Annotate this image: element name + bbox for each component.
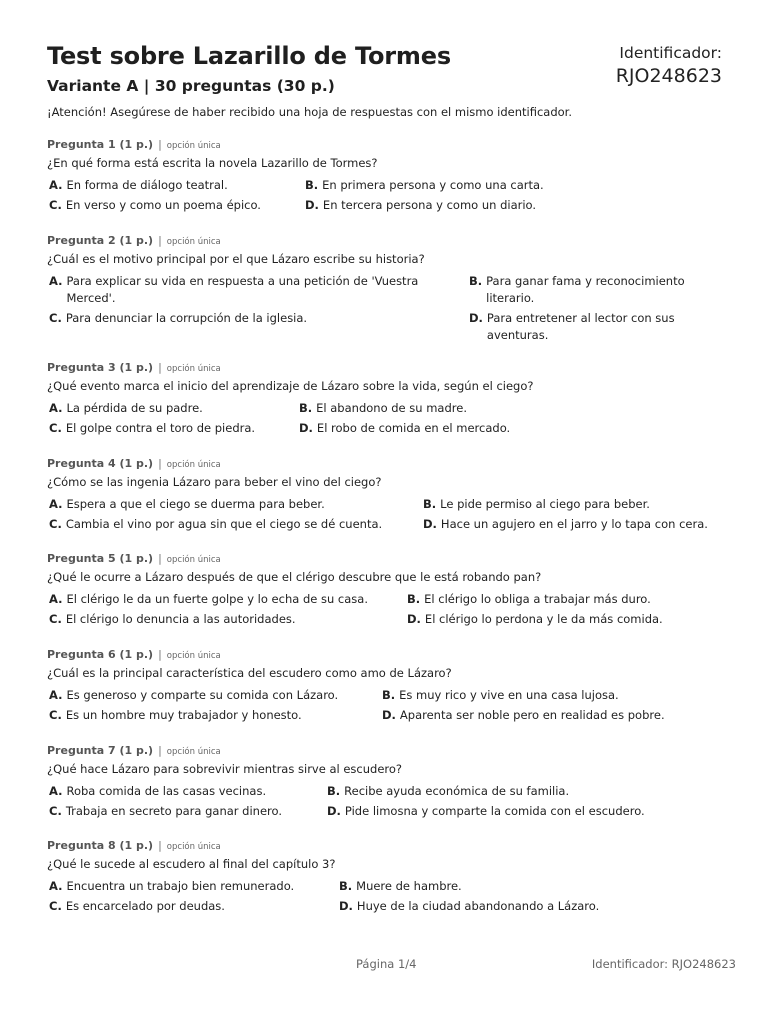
question-text: ¿Qué evento marca el inicio del aprendizaje de Lázaro sobre la vida, según el ciego?	[47, 379, 534, 393]
answer-letter: C.	[49, 311, 62, 325]
answer-letter: D.	[305, 198, 319, 212]
answer-option-a	[47, 177, 295, 194]
answer-letter: B.	[327, 784, 341, 798]
answer-text: En verso y como un poema épico.	[65, 198, 261, 212]
answer-text: El clérigo lo denuncia a las autoridades.	[65, 612, 296, 626]
answer-text: La pérdida de su padre.	[66, 401, 203, 415]
answer-text: Encuentra un trabajo bien remunerado.	[66, 879, 295, 893]
answer-text: Muere de hambre.	[356, 879, 462, 893]
answer-letter: D.	[339, 899, 353, 913]
answer-letter: C.	[49, 708, 62, 722]
answer-text: Es muy rico y vive en una casa lujosa.	[399, 688, 619, 702]
answer-letter: D.	[407, 612, 421, 626]
question-header	[47, 743, 727, 759]
question-header	[47, 647, 727, 663]
answer-option-c	[47, 803, 317, 820]
answer-options	[47, 400, 727, 437]
answer-option-b	[297, 400, 697, 417]
question-header	[47, 137, 727, 153]
question-label: Pregunta 7 (1 p.)	[47, 744, 154, 757]
answer-option-d	[325, 803, 705, 820]
question-type: opción única	[166, 364, 221, 374]
answer-letter: D.	[327, 804, 341, 818]
answer-option-b	[325, 783, 705, 800]
question-text: ¿En qué forma está escrita la novela Lazarillo de Tormes?	[47, 156, 378, 170]
identifier-label: Identificador:	[619, 44, 722, 62]
answer-option-d	[380, 707, 700, 724]
answer-text: En tercera persona y como un diario.	[322, 198, 537, 212]
answer-option-d	[303, 197, 703, 214]
answer-letter: B.	[382, 688, 396, 702]
answer-text: Espera a que el ciego se duerma para beber.	[66, 497, 325, 511]
question-type: opción única	[166, 460, 221, 470]
question-type: opción única	[166, 842, 221, 852]
answer-option-a	[47, 687, 372, 704]
answer-option-d	[337, 898, 717, 915]
answer-option-c	[47, 197, 295, 214]
answer-letter: A.	[49, 178, 63, 192]
answer-text: Recibe ayuda económica de su familia.	[344, 784, 570, 798]
answer-letter: D.	[469, 311, 483, 325]
answer-text: El golpe contra el toro de piedra.	[65, 421, 256, 435]
separator: |	[158, 138, 162, 151]
answer-option-c	[47, 516, 413, 533]
answer-option-c	[47, 611, 397, 628]
answer-letter: A.	[49, 592, 63, 606]
page-number: Página 1/4	[356, 957, 417, 971]
answer-option-a	[47, 496, 413, 513]
answer-text: El clérigo lo perdona y le da más comida.	[424, 612, 663, 626]
answer-option-a	[47, 783, 317, 800]
separator: |	[158, 839, 162, 852]
answer-text: Hace un agujero en el jarro y lo tapa con cera.	[440, 517, 708, 531]
question-label: Pregunta 4 (1 p.)	[47, 457, 154, 470]
question-8	[47, 838, 727, 915]
question-text: ¿Qué le ocurre a Lázaro después de que el clérigo descubre que le está robando pan?	[47, 570, 542, 584]
question-text: ¿Cuál es la principal característica del escudero como amo de Lázaro?	[47, 666, 452, 680]
answer-letter: A.	[49, 879, 63, 893]
answer-option-a	[47, 878, 329, 895]
answer-text: Para denunciar la corrupción de la iglesia.	[65, 311, 308, 325]
answer-letter: B.	[469, 274, 483, 288]
question-type: opción única	[166, 747, 221, 757]
question-label: Pregunta 5 (1 p.)	[47, 552, 154, 565]
answer-options	[47, 783, 727, 820]
separator: |	[158, 744, 162, 757]
answer-option-d	[421, 516, 721, 533]
answer-options	[47, 687, 727, 724]
answer-option-b	[405, 591, 705, 608]
question-label: Pregunta 8 (1 p.)	[47, 839, 154, 852]
answer-option-c	[47, 898, 329, 915]
answer-text: Es un hombre muy trabajador y honesto.	[65, 708, 302, 722]
answer-letter: B.	[305, 178, 319, 192]
answer-text: Para explicar su vida en respuesta a una petición de 'Vuestra Merced'.	[66, 274, 419, 305]
answer-text: Para ganar fama y reconocimiento literario.	[486, 274, 685, 305]
answer-text: Es generoso y comparte su comida con Lázaro.	[66, 688, 339, 702]
answer-text: Roba comida de las casas vecinas.	[66, 784, 267, 798]
question-label: Pregunta 3 (1 p.)	[47, 361, 154, 374]
variant-subtitle: Variante A | 30 preguntas (30 p.)	[47, 77, 335, 95]
answer-text: El clérigo le da un fuerte golpe y lo echa de su casa.	[66, 592, 368, 606]
answer-text: Huye de la ciudad abandonando a Lázaro.	[356, 899, 600, 913]
attention-notice: ¡Atención! Asegúrese de haber recibido una hoja de respuestas con el mismo identificador.	[47, 105, 573, 119]
question-1	[47, 137, 727, 214]
answer-letter: D.	[423, 517, 437, 531]
question-7	[47, 743, 727, 820]
answer-options	[47, 591, 727, 628]
answer-letter: A.	[49, 497, 63, 511]
question-text: ¿Cuál es el motivo principal por el que Lázaro escribe su historia?	[47, 252, 425, 266]
question-2	[47, 233, 727, 344]
question-header	[47, 838, 727, 854]
question-header	[47, 233, 727, 249]
answer-letter: C.	[49, 421, 62, 435]
answer-option-b	[467, 273, 707, 307]
answer-text: El abandono de su madre.	[316, 401, 467, 415]
answer-text: En primera persona y como una carta.	[322, 178, 544, 192]
question-header	[47, 456, 727, 472]
separator: |	[158, 361, 162, 374]
separator: |	[158, 457, 162, 470]
answer-options	[47, 878, 727, 915]
question-6	[47, 647, 727, 724]
answer-letter: B.	[339, 879, 353, 893]
answer-option-c	[47, 420, 289, 437]
answer-option-d	[297, 420, 697, 437]
answer-letter: B.	[407, 592, 421, 606]
answer-letter: D.	[299, 421, 313, 435]
question-text: ¿Qué hace Lázaro para sobrevivir mientras sirve al escudero?	[47, 762, 403, 776]
question-label: Pregunta 6 (1 p.)	[47, 648, 154, 661]
answer-text: Pide limosna y comparte la comida con el escudero.	[344, 804, 645, 818]
answer-letter: B.	[423, 497, 437, 511]
answer-option-c	[47, 707, 372, 724]
answer-options	[47, 496, 727, 533]
answer-text: Trabaja en secreto para ganar dinero.	[65, 804, 282, 818]
question-type: opción única	[166, 651, 221, 661]
question-type: opción única	[166, 555, 221, 565]
answer-option-b	[337, 878, 717, 895]
answer-text: El robo de comida en el mercado.	[316, 421, 511, 435]
separator: |	[158, 648, 162, 661]
answer-option-a	[47, 273, 459, 307]
answer-options	[47, 177, 727, 214]
answer-option-c	[47, 310, 459, 344]
answer-option-b	[303, 177, 703, 194]
answer-option-a	[47, 591, 397, 608]
answer-letter: A.	[49, 401, 63, 415]
answer-letter: D.	[382, 708, 396, 722]
answer-option-d	[405, 611, 705, 628]
answer-text: Es encarcelado por deudas.	[65, 899, 225, 913]
answer-letter: C.	[49, 804, 62, 818]
answer-letter: A.	[49, 274, 63, 288]
question-label: Pregunta 1 (1 p.)	[47, 138, 154, 151]
answer-letter: B.	[299, 401, 313, 415]
answer-letter: A.	[49, 688, 63, 702]
answer-option-a	[47, 400, 289, 417]
answer-text: Para entretener al lector con sus aventuras.	[486, 311, 675, 342]
separator: |	[158, 234, 162, 247]
answer-letter: C.	[49, 517, 62, 531]
question-label: Pregunta 2 (1 p.)	[47, 234, 154, 247]
answer-text: Aparenta ser noble pero en realidad es pobre.	[399, 708, 665, 722]
question-header	[47, 551, 727, 567]
question-text: ¿Qué le sucede al escudero al final del capítulo 3?	[47, 857, 336, 871]
answer-text: El clérigo lo obliga a trabajar más duro.	[424, 592, 651, 606]
answer-option-b	[380, 687, 700, 704]
question-4	[47, 456, 727, 533]
page-title: Test sobre Lazarillo de Tormes	[47, 42, 451, 70]
question-3	[47, 360, 727, 437]
separator: |	[158, 552, 162, 565]
answer-text: En forma de diálogo teatral.	[66, 178, 228, 192]
answer-letter: C.	[49, 899, 62, 913]
answer-letter: A.	[49, 784, 63, 798]
question-type: opción única	[166, 237, 221, 247]
answer-option-d	[467, 310, 707, 344]
question-header	[47, 360, 727, 376]
identifier-value: RJO248623	[615, 65, 722, 87]
question-type: opción única	[166, 141, 221, 151]
answer-option-b	[421, 496, 721, 513]
question-5	[47, 551, 727, 628]
question-text: ¿Cómo se las ingenia Lázaro para beber el vino del ciego?	[47, 475, 382, 489]
answer-text: Le pide permiso al ciego para beber.	[440, 497, 650, 511]
answer-letter: C.	[49, 198, 62, 212]
answer-options	[47, 273, 727, 344]
answer-text: Cambia el vino por agua sin que el ciego se dé cuenta.	[65, 517, 383, 531]
footer-identifier: Identificador: RJO248623	[591, 957, 736, 971]
answer-letter: C.	[49, 612, 62, 626]
